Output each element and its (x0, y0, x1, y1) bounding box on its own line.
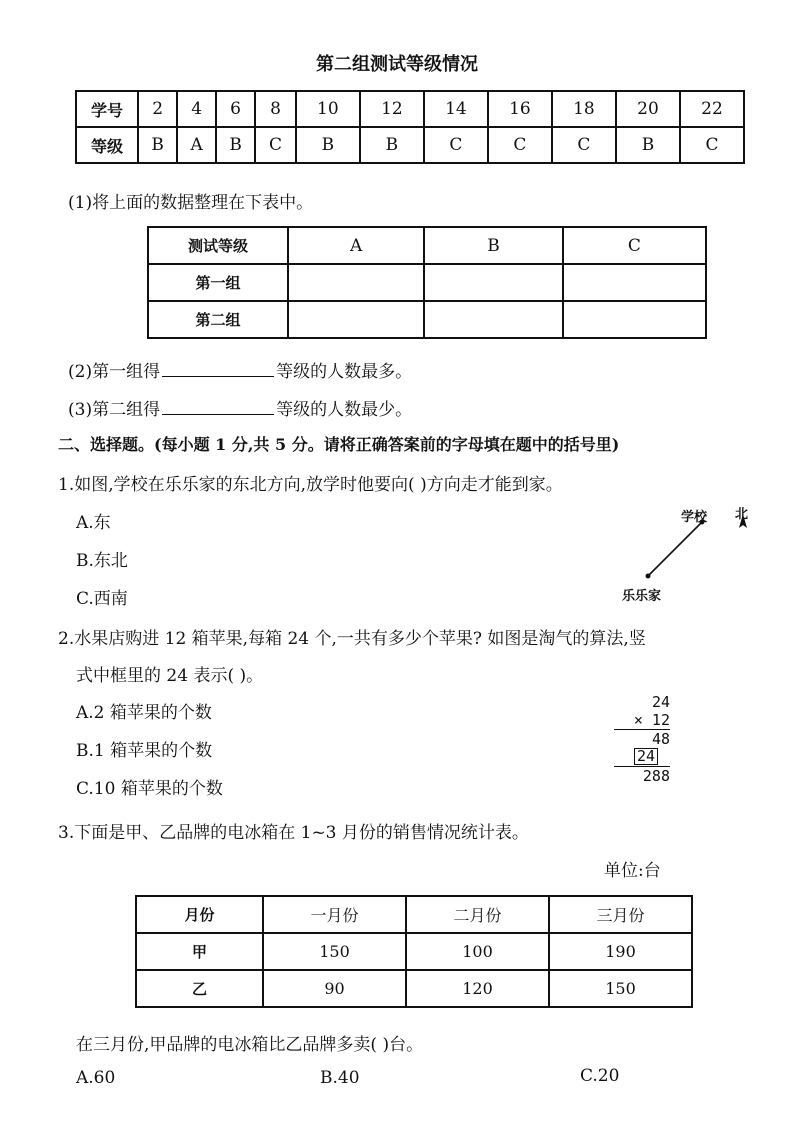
table-row (136, 933, 692, 970)
value-cell: 90 (263, 970, 406, 1007)
mc1-option-a[interactable]: A.东 (76, 513, 111, 533)
grade-cell: A (177, 127, 216, 163)
id-cell: 10 (296, 91, 360, 127)
question-3-prefix: (3)第二组得 (68, 400, 161, 420)
grade-cell: B (216, 127, 255, 163)
answer-cell[interactable] (563, 264, 706, 301)
id-cell: 22 (680, 91, 744, 127)
grade-cell: B (360, 127, 424, 163)
table-row (136, 896, 692, 933)
header-cell: 一月份 (263, 896, 406, 933)
summary-fill-table (147, 226, 707, 339)
row-label: 第一组 (148, 264, 288, 301)
id-cell: 12 (360, 91, 424, 127)
grade-cell: B (296, 127, 360, 163)
mc3-option-b[interactable]: B.40 (320, 1068, 360, 1088)
value-cell: 100 (406, 933, 549, 970)
home-label: 乐乐家 (622, 589, 662, 604)
id-cell: 18 (552, 91, 616, 127)
table-row (76, 91, 744, 127)
id-cell: 6 (216, 91, 255, 127)
header-cell: 月份 (136, 896, 263, 933)
grade-cell: C (488, 127, 552, 163)
grade-cell: C (552, 127, 616, 163)
row-label: 第二组 (148, 301, 288, 338)
answer-cell[interactable] (424, 301, 562, 338)
header-cell: C (563, 227, 706, 264)
mc1-option-c[interactable]: C.西南 (76, 589, 128, 609)
multiplier: × 12 (614, 711, 670, 730)
question-3-suffix: 等级的人数最少。 (276, 400, 413, 420)
grade-cell: C (424, 127, 488, 163)
header-cell: 测试等级 (148, 227, 288, 264)
mc3-stem: 3.下面是甲、乙品牌的电冰箱在 1~3 月份的销售情况统计表。 (58, 823, 529, 843)
mc3-question: 在三月份,甲品牌的电冰箱比乙品牌多卖( )台。 (76, 1035, 424, 1055)
partial-product-2-row (614, 748, 670, 767)
question-3-line (68, 395, 412, 420)
question-2-prefix: (2)第一组得 (68, 362, 161, 382)
sales-table (135, 895, 693, 1008)
answer-cell[interactable] (288, 301, 424, 338)
grade-cell: C (255, 127, 296, 163)
school-label: 学校 (681, 510, 708, 525)
answer-cell[interactable] (563, 301, 706, 338)
mc2-option-c[interactable]: C.10 箱苹果的个数 (76, 779, 223, 799)
table-row (148, 301, 706, 338)
row-label: 甲 (136, 933, 263, 970)
row-label-id: 学号 (76, 91, 138, 127)
question-1-text: (1)将上面的数据整理在下表中。 (68, 193, 314, 213)
header-cell: 二月份 (406, 896, 549, 933)
value-cell: 150 (263, 933, 406, 970)
calc-result: 288 (642, 767, 670, 785)
mc1-option-b[interactable]: B.东北 (76, 551, 128, 571)
header-cell: 三月份 (549, 896, 692, 933)
grade-record-table (75, 90, 745, 164)
mc2-option-a[interactable]: A.2 箱苹果的个数 (76, 703, 212, 723)
value-cell: 190 (549, 933, 692, 970)
id-cell: 16 (488, 91, 552, 127)
vertical-calculation (614, 693, 670, 785)
mc2-stem-line2: 式中框里的 24 表示( )。 (76, 666, 264, 686)
answer-cell[interactable] (288, 264, 424, 301)
table-row (136, 970, 692, 1007)
id-cell: 20 (616, 91, 680, 127)
id-cell: 8 (255, 91, 296, 127)
answer-blank[interactable] (162, 400, 274, 415)
grade-cell: C (680, 127, 744, 163)
grade-cell: B (138, 127, 177, 163)
unit-label: 单位:台 (604, 861, 661, 881)
mc2-stem-line1: 2.水果店购进 12 箱苹果,每箱 24 个,一共有多少个苹果? 如图是淘气的算法,竖 (58, 629, 646, 649)
table-row (148, 227, 706, 264)
partial-product-1: 48 (651, 730, 670, 748)
row-label-grade: 等级 (76, 127, 138, 163)
value-cell: 150 (549, 970, 692, 1007)
value-cell: 120 (406, 970, 549, 1007)
grade-cell: B (616, 127, 680, 163)
header-cell: B (424, 227, 562, 264)
row-label: 乙 (136, 970, 263, 1007)
mc1-stem: 1.如图,学校在乐乐家的东北方向,放学时他要向( )方向走才能到家。 (58, 475, 563, 495)
mc2-option-b[interactable]: B.1 箱苹果的个数 (76, 741, 213, 761)
page-title: 第二组测试等级情况 (316, 54, 478, 75)
answer-cell[interactable] (424, 264, 562, 301)
answer-blank[interactable] (162, 362, 274, 377)
id-cell: 2 (138, 91, 177, 127)
question-2-suffix: 等级的人数最多。 (276, 362, 413, 382)
table-row (76, 127, 744, 163)
section-heading: 二、选择题。(每小题 1 分,共 5 分。请将正确答案前的字母填在题中的括号里) (58, 435, 620, 454)
path-line (648, 522, 702, 576)
question-2-line (68, 357, 412, 382)
id-cell: 14 (424, 91, 488, 127)
mc3-option-c[interactable]: C.20 (580, 1066, 620, 1086)
multiplicand: 24 (651, 693, 670, 711)
home-dot (646, 574, 651, 579)
boxed-partial-product: 24 (634, 748, 658, 765)
mc3-option-a[interactable]: A.60 (76, 1068, 116, 1088)
header-cell: A (288, 227, 424, 264)
table-row (148, 264, 706, 301)
id-cell: 4 (177, 91, 216, 127)
north-label: 北 (735, 507, 749, 522)
